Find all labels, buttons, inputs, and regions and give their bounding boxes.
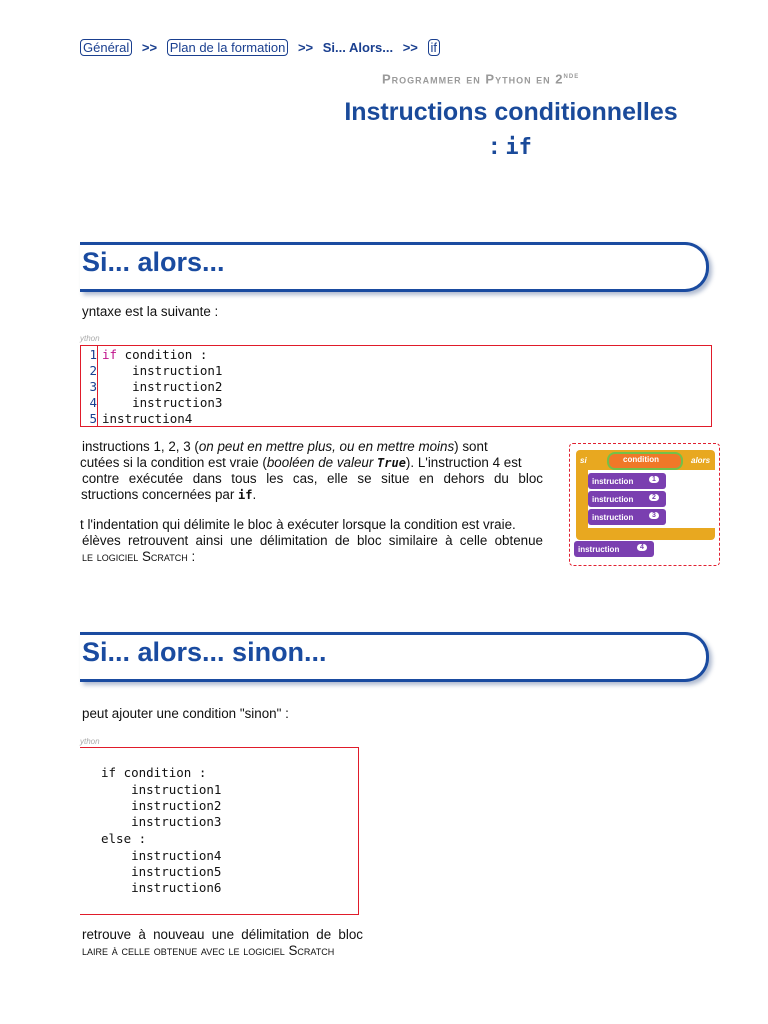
paragraph-line: instructions 1, 2, 3 (on peut en mettre plus, ou en mettre moins) sont [82,439,488,454]
section-heading: Si... alors... sinon... [82,637,327,667]
code-line: instruction4 [101,848,222,863]
scratch-instruction-block: instruction 4 [574,541,654,557]
section-heading: Si... alors... [82,247,225,277]
paragraph-line: structions concernées par if. [81,487,257,502]
title-line-2 [310,129,712,165]
code-lang-label: ython [80,334,100,343]
section-header-si-alors [80,242,709,292]
scratch-si-label: si [580,456,587,465]
code-line: else : [101,831,147,846]
breadcrumb-link-plan[interactable]: Plan de la formation [167,39,289,56]
paragraph-line: cutées si la condition est vraie (booléen de valeur True). L'instruction 4 est [80,455,522,470]
page-title [310,95,712,165]
breadcrumb [80,40,440,55]
line-number: 2 [89,363,97,378]
line-number: 4 [89,395,97,410]
section1-intro: yntaxe est la suivante : [82,304,219,319]
emphasis: booléen de valeur [266,455,378,470]
code-block-if-else [80,747,359,915]
breadcrumb-link-general[interactable]: Général [80,39,132,56]
paragraph-line: retrouve à nouveau une délimitation de bloc [82,927,363,942]
section2-intro: peut ajouter une condition "sinon" : [82,706,289,721]
code-line: instruction4 [102,411,193,426]
code-lang-label: ython [80,737,100,746]
scratch-if-header [576,450,715,470]
title-code: if [505,135,532,160]
line-number: 3 [89,379,97,394]
code-block-if [80,345,712,427]
code-gutter-divider [97,346,98,426]
breadcrumb-current-if[interactable]: if [428,39,441,56]
code-line: instruction5 [101,864,222,879]
subtitle-sup: nde [563,70,580,80]
inline-code-if: if [238,488,253,502]
line-number: 5 [89,411,97,426]
code-text: condition : [117,347,208,362]
code-line: instruction6 [101,880,222,895]
breadcrumb-separator: >> [141,40,158,55]
breadcrumb-separator: >> [297,40,314,55]
code-line: instruction2 [102,379,223,394]
paragraph-line: élèves retrouvent ainsi une délimitation de bloc similaire à celle obtenue [82,533,543,548]
subtitle-text: Programmer en Python en 2 [382,71,564,87]
code-line: if condition : [101,765,207,780]
emphasis: on peut en mettre plus, ou en mettre moins [198,439,455,454]
breadcrumb-separator: >> [402,40,418,55]
code-line: instruction1 [102,363,223,378]
line-number: 1 [89,347,97,362]
code-line: instruction2 [101,798,222,813]
page-subtitle [382,70,579,86]
scratch-if-arm [576,470,588,528]
scratch-if-footer [576,528,715,540]
paragraph-line: t l'indentation qui délimite le bloc à exécuter lorsque la condition est vraie. [80,517,516,532]
scratch-instruction-block: instruction 3 [588,509,666,525]
scratch-instruction-block: instruction 2 [588,491,666,507]
code-line: instruction1 [101,782,222,797]
paragraph-line: laire à celle obtenue avec le logiciel Scratch [82,943,335,958]
scratch-alors-label: alors [691,456,711,465]
scratch-block-illustration [569,443,720,566]
code-keyword: if [102,347,118,362]
title-colon: : [490,132,499,160]
code-line: instruction3 [102,395,223,410]
paragraph-line: le logiciel Scratch : [82,549,196,564]
title-line-1: Instructions conditionnelles [344,98,678,126]
breadcrumb-link-si-alors[interactable]: Si... Alors... [322,40,394,55]
code-line: instruction3 [101,814,222,829]
code-line [102,347,207,362]
scratch-instruction-block: instruction 1 [588,473,666,489]
inline-code-true: True [377,456,406,470]
section-header-si-alors-sinon [80,632,709,682]
scratch-condition-label: condition [623,455,659,464]
paragraph-line: contre exécutée dans tous les cas, elle se situe en dehors du bloc [82,471,543,486]
